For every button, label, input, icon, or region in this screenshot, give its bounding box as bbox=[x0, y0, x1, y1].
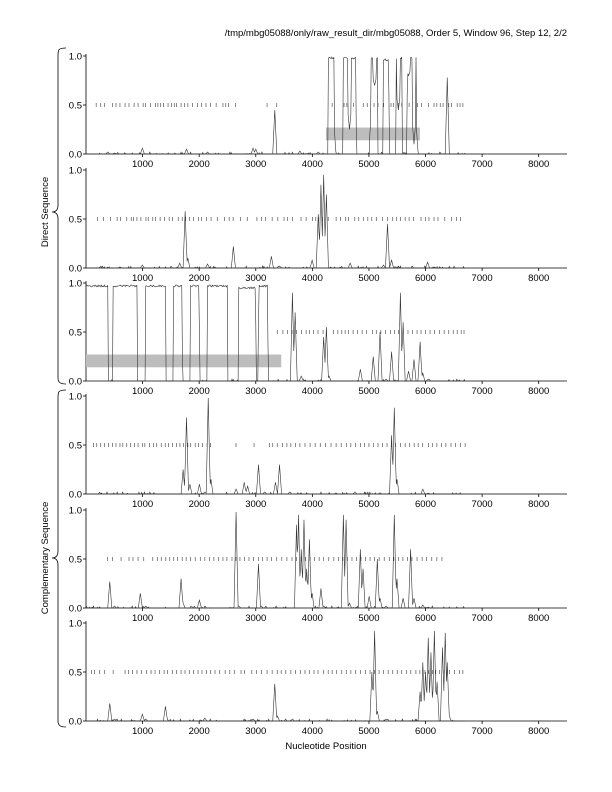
y-tick-label: 0.0 bbox=[68, 376, 82, 388]
x-tick-label: 8000 bbox=[528, 726, 550, 737]
x-tick-label: 1000 bbox=[132, 613, 154, 624]
x-tick-label: 1000 bbox=[132, 499, 154, 510]
y-tick-label: 0.0 bbox=[68, 716, 82, 728]
x-tick-label: 8000 bbox=[528, 159, 550, 170]
x-tick-label: 4000 bbox=[301, 273, 323, 284]
y-tick-label: 0.0 bbox=[68, 489, 82, 501]
y-tick-label: 1.0 bbox=[68, 278, 82, 290]
x-tick-label: 8000 bbox=[528, 613, 550, 624]
x-tick-label: 4000 bbox=[301, 613, 323, 624]
x-tick-label: 3000 bbox=[245, 613, 267, 624]
y-tick-label: 0.0 bbox=[68, 603, 82, 615]
x-tick-label: 5000 bbox=[358, 159, 380, 170]
complementary-sequence-label: Complementary Sequence bbox=[40, 501, 51, 615]
x-tick-label: 7000 bbox=[471, 273, 493, 284]
x-tick-label: 2000 bbox=[188, 386, 210, 397]
x-tick-label: 5000 bbox=[358, 273, 380, 284]
x-tick-label: 6000 bbox=[414, 613, 437, 624]
x-tick-label: 8000 bbox=[528, 499, 550, 510]
y-tick-label: 0.5 bbox=[68, 327, 82, 339]
y-tick-label: 0.5 bbox=[68, 667, 82, 679]
direct-sequence-brace bbox=[52, 48, 66, 384]
y-tick-label: 0.5 bbox=[68, 554, 82, 566]
gene-region-bar bbox=[86, 355, 281, 368]
x-tick-label: 7000 bbox=[471, 386, 493, 397]
complementary-sequence-brace bbox=[52, 390, 66, 727]
panel-4 bbox=[69, 392, 567, 511]
x-tick-label: 6000 bbox=[414, 386, 437, 397]
x-tick-label: 5000 bbox=[358, 386, 380, 397]
direct-sequence-label: Direct Sequence bbox=[40, 176, 51, 248]
x-tick-label: 3000 bbox=[245, 726, 267, 737]
x-tick-label: 4000 bbox=[301, 499, 323, 510]
x-axis-label: Nucleotide Position bbox=[285, 741, 367, 752]
probability-trace bbox=[86, 631, 465, 721]
x-tick-label: 3000 bbox=[245, 386, 267, 397]
x-tick-label: 2000 bbox=[188, 613, 210, 624]
x-tick-label: 7000 bbox=[471, 613, 493, 624]
x-tick-label: 8000 bbox=[528, 273, 550, 284]
y-tick-label: 1.0 bbox=[68, 618, 82, 630]
x-tick-label: 1000 bbox=[132, 159, 154, 170]
y-tick-label: 1.0 bbox=[68, 505, 82, 517]
x-tick-label: 1000 bbox=[132, 386, 154, 397]
y-tick-label: 0.5 bbox=[68, 440, 82, 452]
panel-1 bbox=[69, 52, 567, 171]
probability-trace bbox=[86, 512, 465, 608]
x-tick-label: 3000 bbox=[245, 273, 267, 284]
x-tick-label: 2000 bbox=[188, 159, 210, 170]
y-tick-label: 0.0 bbox=[68, 263, 82, 275]
x-tick-label: 8000 bbox=[528, 386, 550, 397]
y-tick-label: 0.5 bbox=[68, 214, 82, 226]
panel-2 bbox=[69, 166, 567, 285]
x-tick-label: 5000 bbox=[358, 613, 380, 624]
y-tick-label: 1.0 bbox=[68, 391, 82, 403]
x-tick-label: 2000 bbox=[188, 726, 210, 737]
probability-trace bbox=[86, 175, 465, 268]
panel-6 bbox=[69, 619, 567, 738]
header-title: /tmp/mbg05088/only/raw_result_dir/mbg05088, Order 5, Window 96, Step 12, 2/2 bbox=[224, 28, 567, 39]
x-tick-label: 5000 bbox=[358, 499, 380, 510]
gene-region-bar bbox=[326, 128, 420, 141]
panels bbox=[69, 52, 567, 738]
x-tick-label: 3000 bbox=[245, 159, 267, 170]
x-tick-label: 7000 bbox=[471, 726, 493, 737]
x-tick-label: 4000 bbox=[301, 386, 323, 397]
x-tick-label: 6000 bbox=[414, 159, 437, 170]
x-tick-label: 5000 bbox=[358, 726, 380, 737]
x-tick-label: 7000 bbox=[471, 499, 493, 510]
y-tick-label: 1.0 bbox=[68, 51, 82, 63]
x-tick-label: 4000 bbox=[301, 726, 323, 737]
x-tick-label: 6000 bbox=[414, 726, 437, 737]
panel-3 bbox=[69, 279, 567, 398]
x-tick-label: 1000 bbox=[132, 273, 154, 284]
y-tick-label: 0.5 bbox=[68, 100, 82, 112]
x-tick-label: 3000 bbox=[245, 499, 267, 510]
y-tick-label: 0.0 bbox=[68, 149, 82, 161]
panel-5 bbox=[69, 506, 567, 625]
y-tick-label: 1.0 bbox=[68, 165, 82, 177]
x-tick-label: 6000 bbox=[414, 273, 437, 284]
x-tick-label: 2000 bbox=[188, 273, 210, 284]
x-tick-label: 6000 bbox=[414, 499, 437, 510]
x-tick-label: 7000 bbox=[471, 159, 493, 170]
x-tick-label: 4000 bbox=[301, 159, 323, 170]
x-tick-label: 1000 bbox=[132, 726, 154, 737]
x-tick-label: 2000 bbox=[188, 499, 210, 510]
